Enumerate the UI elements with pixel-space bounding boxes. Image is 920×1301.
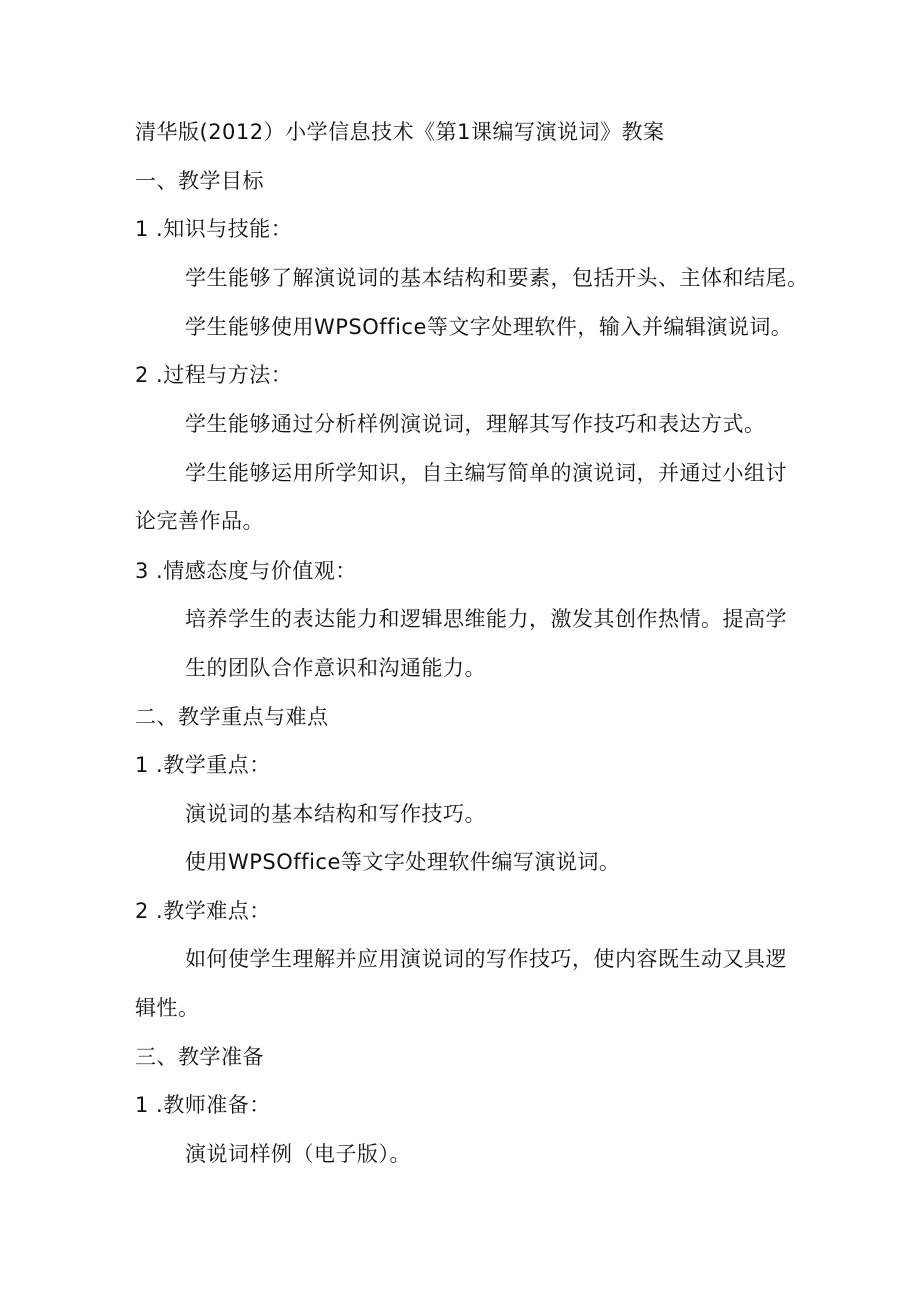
document-title: 清华版(2012）小学信息技术《第1课编写演说词》教案: [135, 120, 665, 144]
paragraph: 学生能够使用WPSOffice等文字处理软件，输入并编辑演说词。: [185, 315, 793, 339]
paragraph-continuation: 辑性。: [135, 996, 200, 1020]
paragraph: 学生能够了解演说词的基本结构和要素，包括开头、主体和结尾。: [185, 266, 809, 290]
paragraph: 学生能够通过分析样例演说词，理解其写作技巧和表达方式。: [185, 412, 766, 436]
item-label-key-points: 1 .教学重点：: [135, 753, 271, 777]
paragraph: 使用WPSOffice等文字处理软件编写演说词。: [185, 850, 621, 874]
item-label-teacher-preparation: 1 .教师准备：: [135, 1093, 271, 1117]
paragraph: 演说词的基本结构和写作技巧。: [185, 802, 486, 826]
item-label-attitude-values: 3 .情感态度与价值观：: [135, 559, 357, 583]
paragraph: 培养学生的表达能力和逻辑思维能力，激发其创作热情。提高学: [185, 607, 787, 631]
item-label-process-method: 2 .过程与方法：: [135, 363, 293, 387]
item-label-knowledge-skills: 1 .知识与技能：: [135, 217, 293, 241]
section-heading-key-points: 二、教学重点与难点: [135, 705, 329, 729]
paragraph: 演说词样例（电子版）。: [185, 1142, 411, 1166]
paragraph-continuation: 论完善作品。: [135, 509, 264, 533]
section-heading-objectives: 一、教学目标: [135, 169, 264, 193]
paragraph: 学生能够运用所学知识，自主编写简单的演说词，并通过小组讨: [185, 461, 787, 485]
paragraph: 如何使学生理解并应用演说词的写作技巧，使内容既生动又具逻: [185, 947, 787, 971]
item-label-difficulties: 2 .教学难点：: [135, 899, 271, 923]
section-heading-preparation: 三、教学准备: [135, 1045, 264, 1069]
paragraph: 生的团队合作意识和沟通能力。: [185, 656, 486, 680]
